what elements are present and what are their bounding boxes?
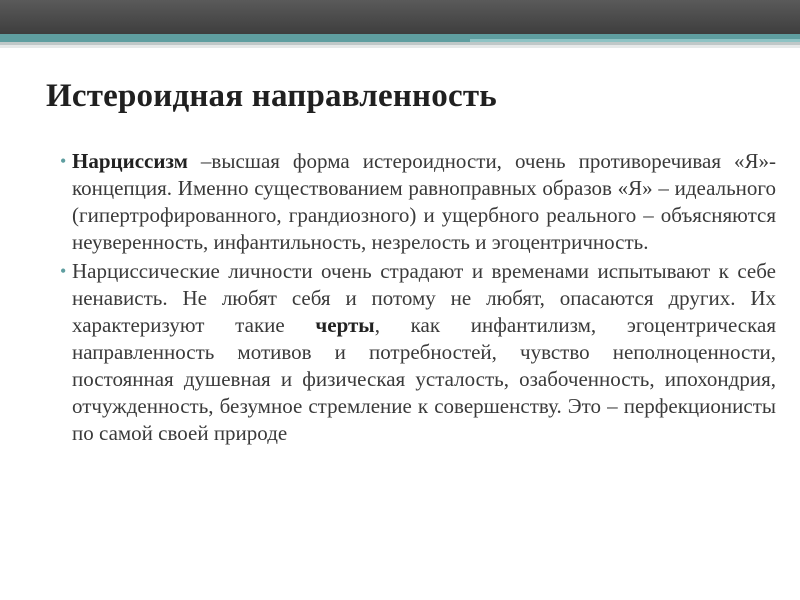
top-bar: [0, 0, 800, 34]
bullet-dot-icon: •: [60, 261, 67, 281]
accent-stripe: [0, 34, 800, 48]
bullet-text: –высшая форма истероидности, очень противоречивая «Я»-концепция. Именно существованием равноправных образов «Я» – идеального (гипертрофированного, грандиозного) и ущербного реального – объясняются неуверенность, инфантильность, незрелость и эгоцентричность.: [72, 149, 776, 254]
bullet-dot-icon: •: [60, 151, 67, 171]
bullet-item-traits: [48, 258, 776, 447]
accent-stripe-shadow: [0, 45, 800, 48]
bullet-text-before: Нарциссические личности очень страдают и временами испытывают к себе ненависть. Не любят себя и потому не любят, опасаются других. Их характеризуют такие: [72, 259, 776, 337]
slide-content: [48, 148, 776, 449]
bullet-bold-term: черты: [315, 313, 375, 337]
bullet-bold-term: Нарциссизм: [72, 149, 188, 173]
bullet-item-narcissism: [48, 148, 776, 256]
bullet-text-after: , как инфантилизм, эгоцентрическая направленность мотивов и потребностей, чувство неполноценности, постоянная душевная и физическая усталость, озабоченность, ипохондрия, отчужденность, безумное стремление к совершенству. Это – перфекционисты по самой своей природе: [72, 313, 776, 445]
slide-title: Истероидная направленность: [46, 78, 497, 114]
